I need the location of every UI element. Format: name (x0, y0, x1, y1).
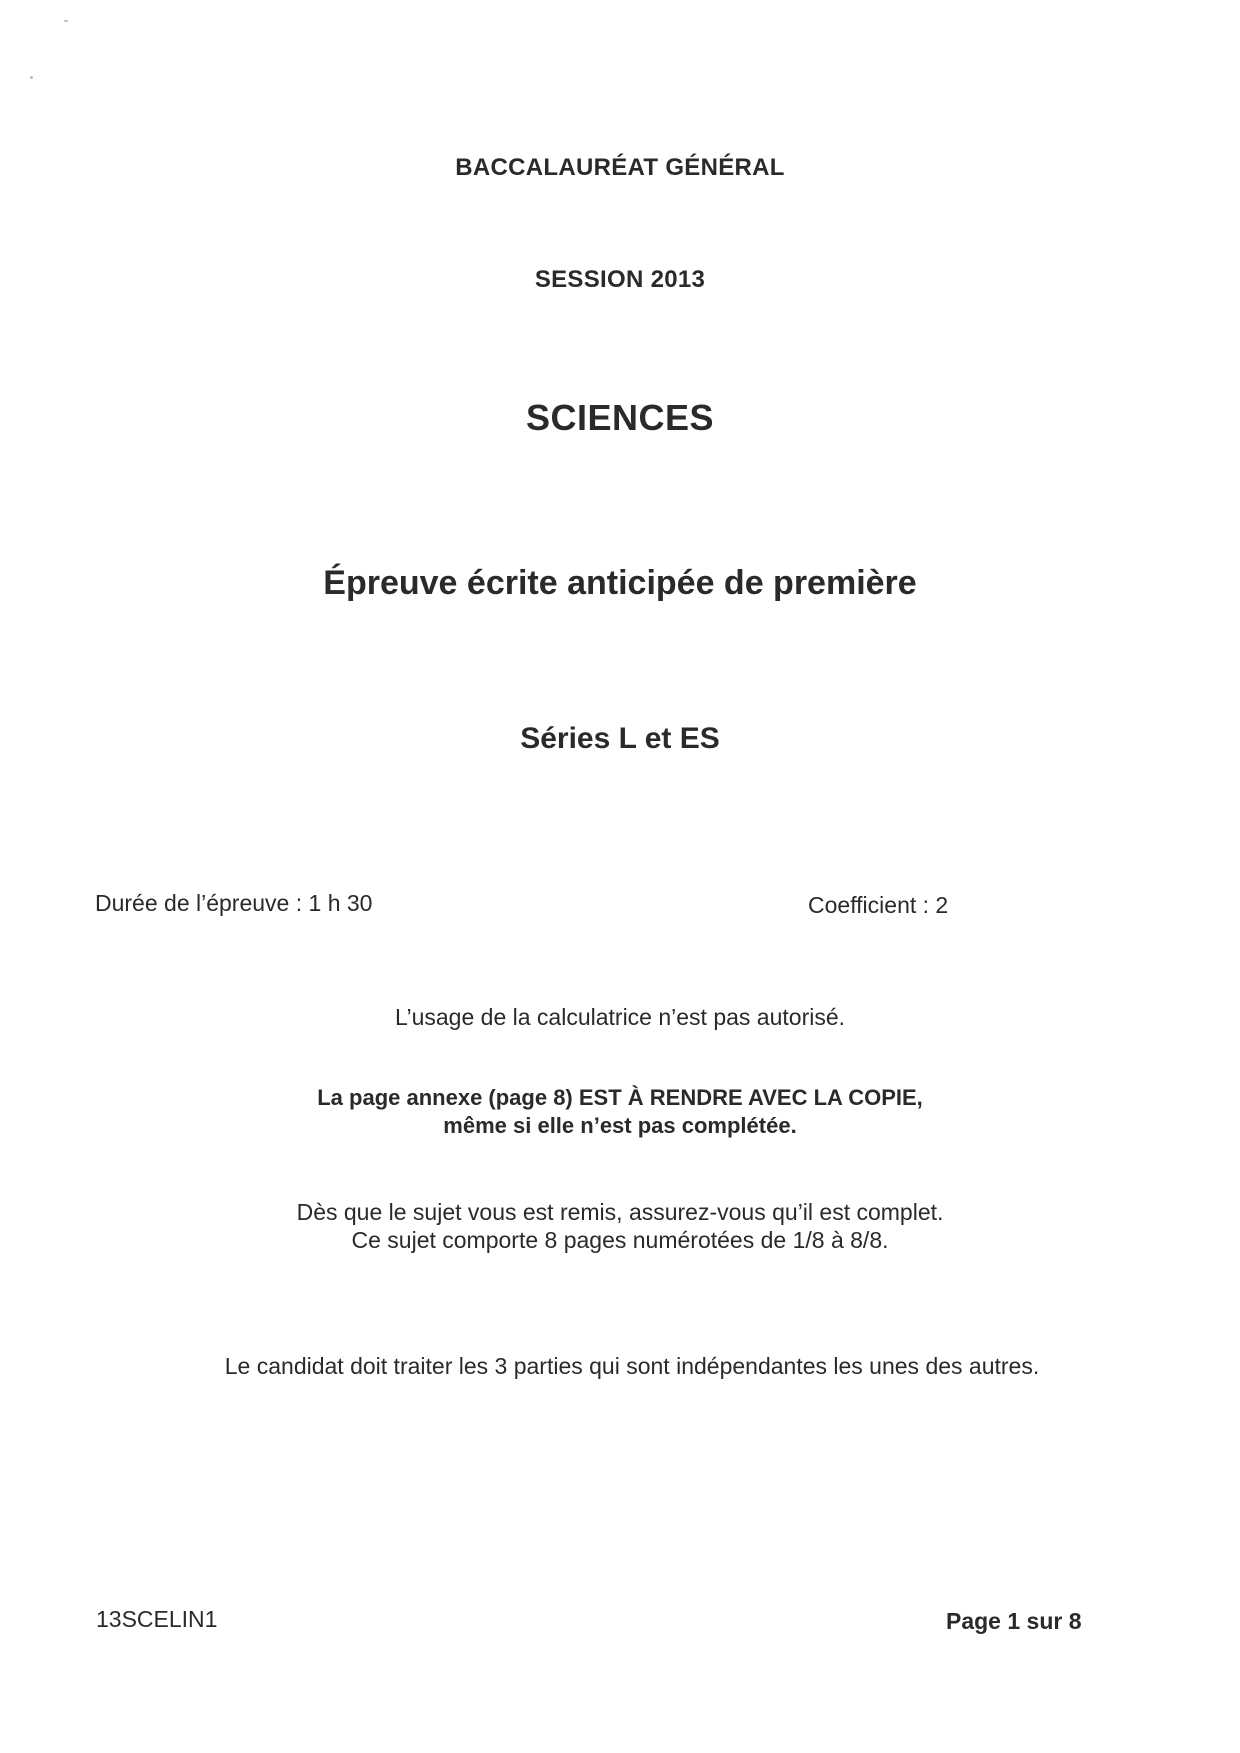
coefficient-text: Coefficient : 2 (808, 892, 949, 918)
completeness-notice-line-1: Dès que le sujet vous est remis, assurez-vous qu’il est complet. (296, 1199, 944, 1225)
page-number: Page 1 sur 8 (946, 1608, 1082, 1634)
subject-code: 13SCELIN1 (96, 1606, 218, 1632)
annex-notice-line-1: La page annexe (page 8) EST À RENDRE AVEC LA COPIE, (317, 1085, 923, 1110)
duration-text: Durée de l’épreuve : 1 h 30 (95, 890, 373, 916)
completeness-notice-line-2: Ce sujet comporte 8 pages numérotées de 1/8 à 8/8. (351, 1227, 889, 1253)
session-title: SESSION 2013 (534, 266, 706, 293)
epreuve-title: Épreuve écrite anticipée de première (323, 564, 917, 602)
annex-notice-line-2: même si elle n’est pas complétée. (443, 1113, 797, 1138)
calculator-notice: L’usage de la calculatrice n’est pas autorisé. (394, 1004, 846, 1030)
scan-speck (64, 20, 68, 22)
series-title: Séries L et ES (520, 722, 720, 755)
exam-title: BACCALAURÉAT GÉNÉRAL (455, 154, 785, 181)
subject-title: SCIENCES (525, 397, 715, 438)
scan-speck (30, 76, 33, 79)
parts-notice: Le candidat doit traiter les 3 parties qui sont indépendantes les unes des autres. (224, 1353, 1040, 1379)
